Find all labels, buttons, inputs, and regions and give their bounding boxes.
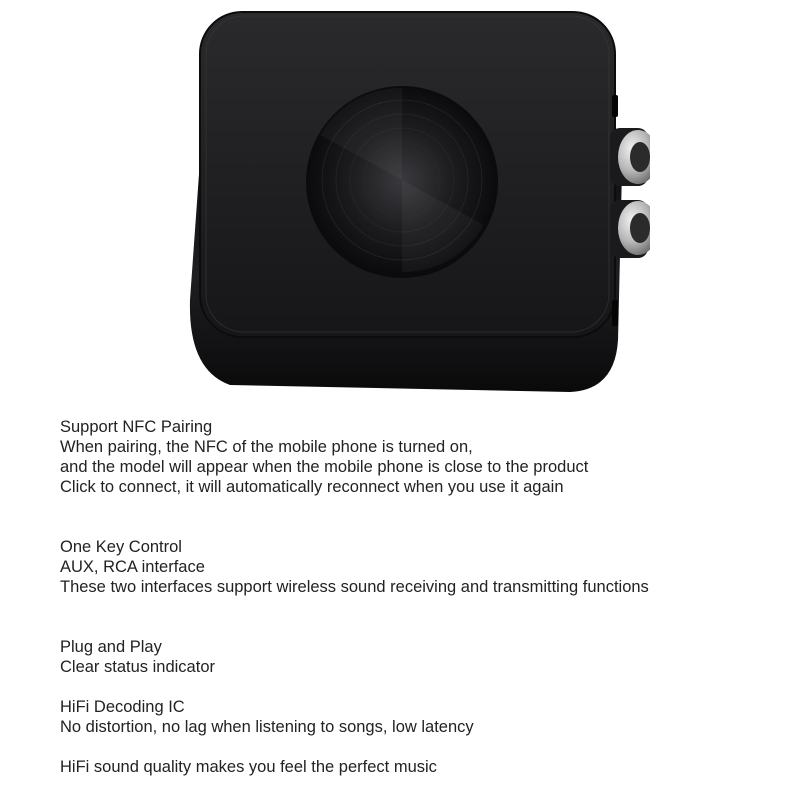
section-spacer [60, 597, 790, 637]
feature-section-control [60, 537, 790, 597]
feature-section-nfc [60, 417, 790, 497]
feature-line: Clear status indicator [60, 658, 215, 676]
feature-line: One Key Control [60, 538, 182, 556]
section-spacer [60, 737, 790, 757]
feature-line: When pairing, the NFC of the mobile phone is turned on, [60, 438, 473, 456]
feature-line: Click to connect, it will automatically reconnect when you use it again [60, 478, 564, 496]
feature-line: HiFi Decoding IC [60, 698, 185, 716]
feature-line: No distortion, no lag when listening to songs, low latency [60, 718, 474, 736]
product-image [170, 0, 650, 405]
section-spacer [60, 677, 790, 697]
bluetooth-receiver-icon [170, 0, 650, 405]
feature-section-sound [60, 757, 790, 777]
feature-line: and the model will appear when the mobile phone is close to the product [60, 458, 589, 476]
feature-line: HiFi sound quality makes you feel the perfect music [60, 758, 437, 776]
feature-line: Plug and Play [60, 638, 162, 656]
feature-section-plug [60, 637, 790, 677]
feature-line: Support NFC Pairing [60, 418, 213, 436]
section-spacer [60, 497, 790, 537]
feature-list [60, 417, 790, 777]
feature-section-hifi [60, 697, 790, 737]
feature-line: These two interfaces support wireless sound receiving and transmitting functions [60, 578, 649, 596]
feature-line: AUX, RCA interface [60, 558, 205, 576]
